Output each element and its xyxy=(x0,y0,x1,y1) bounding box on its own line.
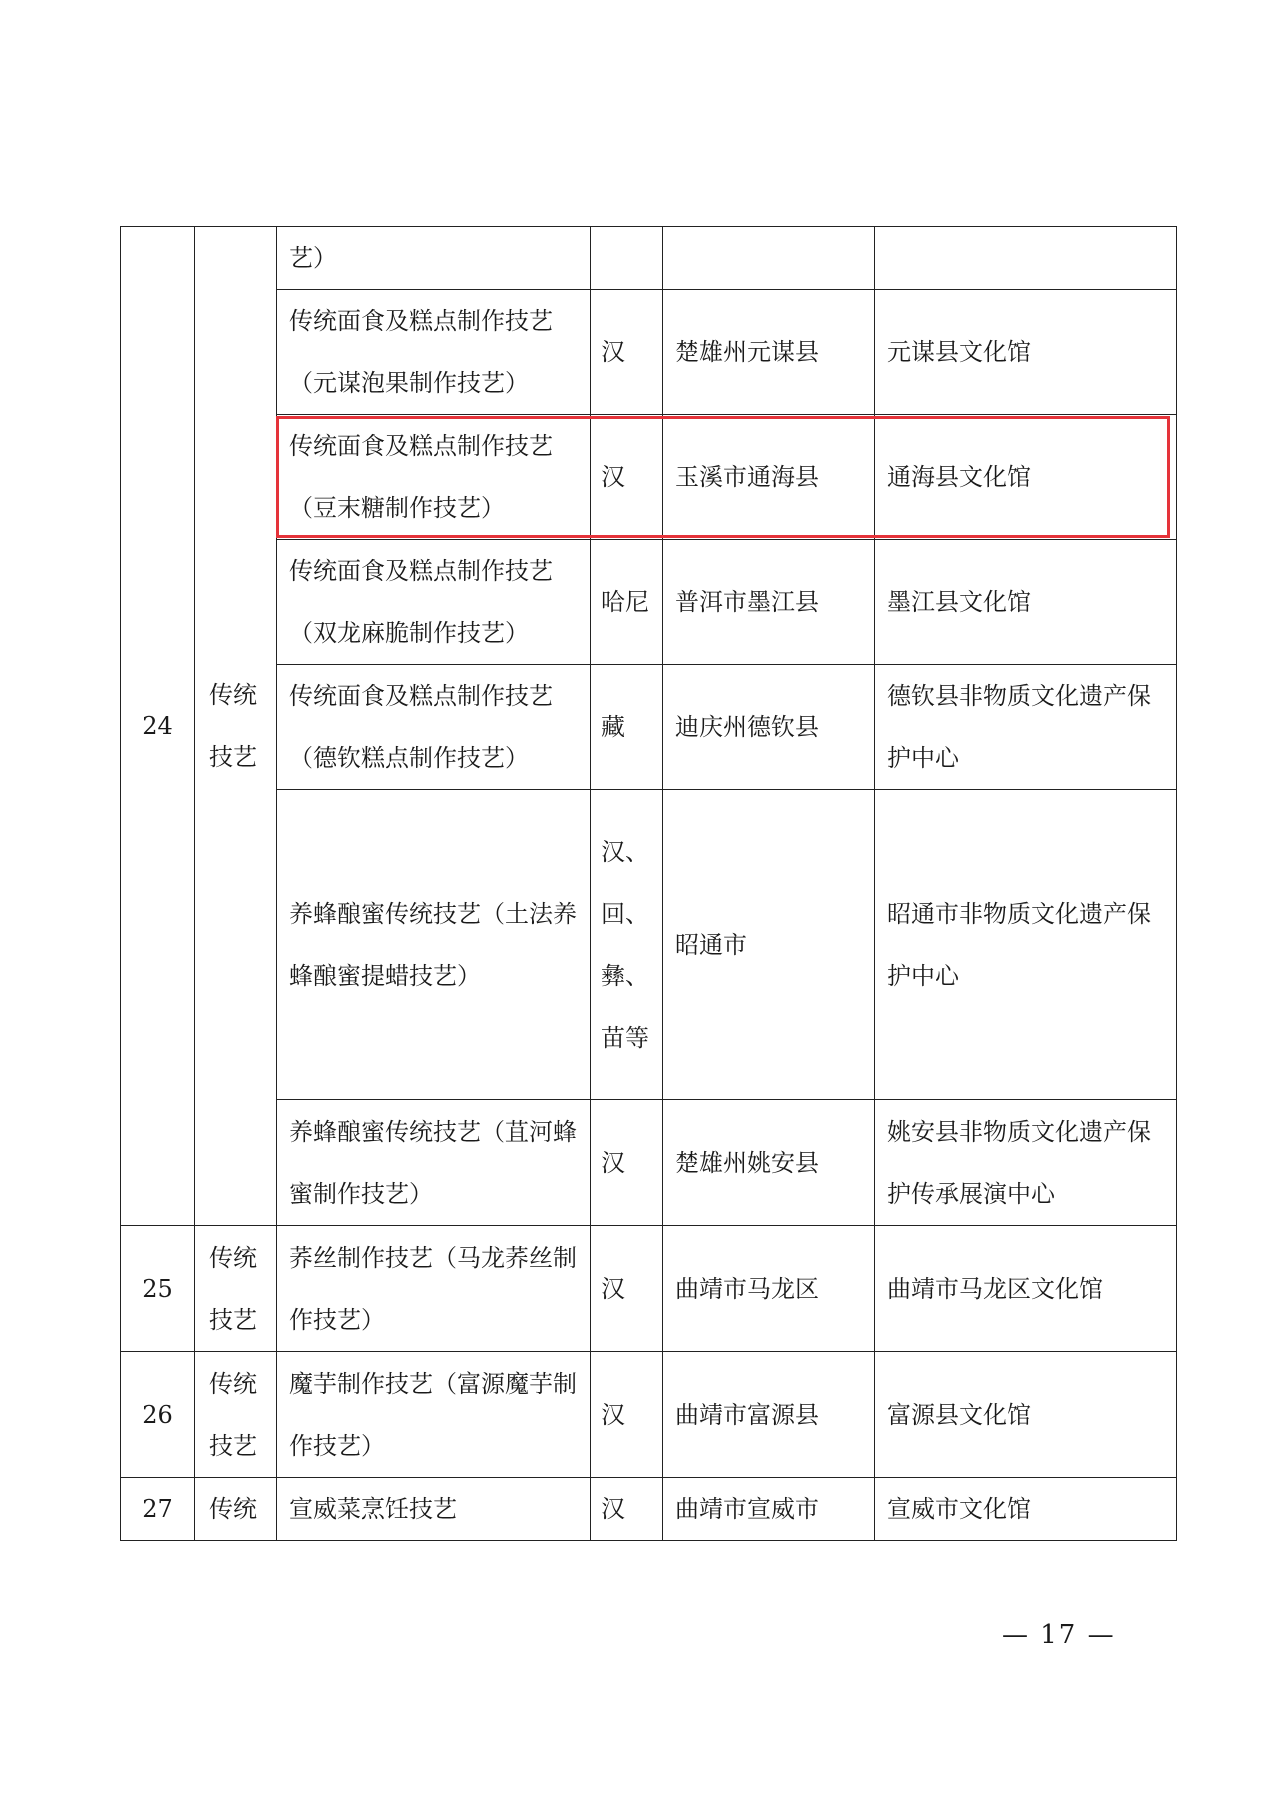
protection-unit-cell: 姚安县非物质文化遗产保护传承展演中心 xyxy=(875,1100,1177,1226)
protection-unit-cell: 曲靖市马龙区文化馆 xyxy=(875,1226,1177,1352)
category-label: 传统技艺 xyxy=(209,681,257,771)
table-row-highlighted xyxy=(121,415,1177,540)
protection-unit-cell: 墨江县文化馆 xyxy=(875,540,1177,665)
project-name-cell: 传统面食及糕点制作技艺（豆末糖制作技艺） xyxy=(277,415,591,540)
ethnicity-cell: 藏 xyxy=(591,665,663,790)
ethnicity-cell: 汉、回、彝、苗等 xyxy=(591,790,663,1100)
table-row xyxy=(121,1226,1177,1352)
region-cell xyxy=(663,227,875,290)
row-number-cell: 26 xyxy=(121,1352,195,1478)
region-cell: 普洱市墨江县 xyxy=(663,540,875,665)
protection-unit-cell: 元谋县文化馆 xyxy=(875,290,1177,415)
table-row xyxy=(121,1352,1177,1478)
project-name-cell: 传统面食及糕点制作技艺（德钦糕点制作技艺） xyxy=(277,665,591,790)
category-cell: 传统技艺 xyxy=(195,1352,277,1478)
protection-unit-cell: 通海县文化馆 xyxy=(875,415,1177,540)
table-row xyxy=(121,665,1177,790)
row-number-cell xyxy=(121,227,195,1226)
project-name-cell: 魔芋制作技艺（富源魔芋制作技艺） xyxy=(277,1352,591,1478)
protection-unit-cell: 昭通市非物质文化遗产保护中心 xyxy=(875,790,1177,1100)
project-name-cell: 养蜂酿蜜传统技艺（土法养蜂酿蜜提蜡技艺） xyxy=(277,790,591,1100)
table-row xyxy=(121,1478,1177,1541)
ethnicity-cell: 汉 xyxy=(591,1100,663,1226)
region-cell: 曲靖市马龙区 xyxy=(663,1226,875,1352)
table-row xyxy=(121,290,1177,415)
table-row xyxy=(121,227,1177,290)
ethnicity-cell: 汉 xyxy=(591,1478,663,1541)
protection-unit-cell: 富源县文化馆 xyxy=(875,1352,1177,1478)
ethnicity-cell: 哈尼 xyxy=(591,540,663,665)
region-cell: 曲靖市宣威市 xyxy=(663,1478,875,1541)
protection-unit-cell: 宣威市文化馆 xyxy=(875,1478,1177,1541)
category-cell: 传统 xyxy=(195,1478,277,1541)
project-name-cell: 养蜂酿蜜传统技艺（苴河蜂蜜制作技艺） xyxy=(277,1100,591,1226)
category-cell: 传统技艺 xyxy=(195,1226,277,1352)
table-row xyxy=(121,540,1177,665)
region-cell: 楚雄州姚安县 xyxy=(663,1100,875,1226)
category-cell xyxy=(195,227,277,1226)
project-name-cell: 传统面食及糕点制作技艺（双龙麻脆制作技艺） xyxy=(277,540,591,665)
region-cell: 玉溪市通海县 xyxy=(663,415,875,540)
ethnicity-cell: 汉 xyxy=(591,415,663,540)
ethnicity-cell: 汉 xyxy=(591,1352,663,1478)
row-number-cell: 27 xyxy=(121,1478,195,1541)
project-name-cell: 传统面食及糕点制作技艺（元谋泡果制作技艺） xyxy=(277,290,591,415)
row-number-cell: 25 xyxy=(121,1226,195,1352)
table-row xyxy=(121,790,1177,1100)
ethnicity-cell: 汉 xyxy=(591,1226,663,1352)
ethnicity-cell: 汉 xyxy=(591,290,663,415)
project-name-cell: 荞丝制作技艺（马龙荞丝制作技艺） xyxy=(277,1226,591,1352)
protection-unit-cell xyxy=(875,227,1177,290)
project-name-cell: 艺） xyxy=(277,227,591,290)
region-cell: 昭通市 xyxy=(663,790,875,1100)
ethnicity-cell xyxy=(591,227,663,290)
region-cell: 曲靖市富源县 xyxy=(663,1352,875,1478)
page-number: — 17 — xyxy=(1002,1620,1116,1650)
row-number: 24 xyxy=(142,712,173,740)
protection-unit-cell: 德钦县非物质文化遗产保护中心 xyxy=(875,665,1177,790)
heritage-list-table xyxy=(120,226,1177,1541)
table-row xyxy=(121,1100,1177,1226)
region-cell: 迪庆州德钦县 xyxy=(663,665,875,790)
region-cell: 楚雄州元谋县 xyxy=(663,290,875,415)
project-name-cell: 宣威菜烹饪技艺 xyxy=(277,1478,591,1541)
